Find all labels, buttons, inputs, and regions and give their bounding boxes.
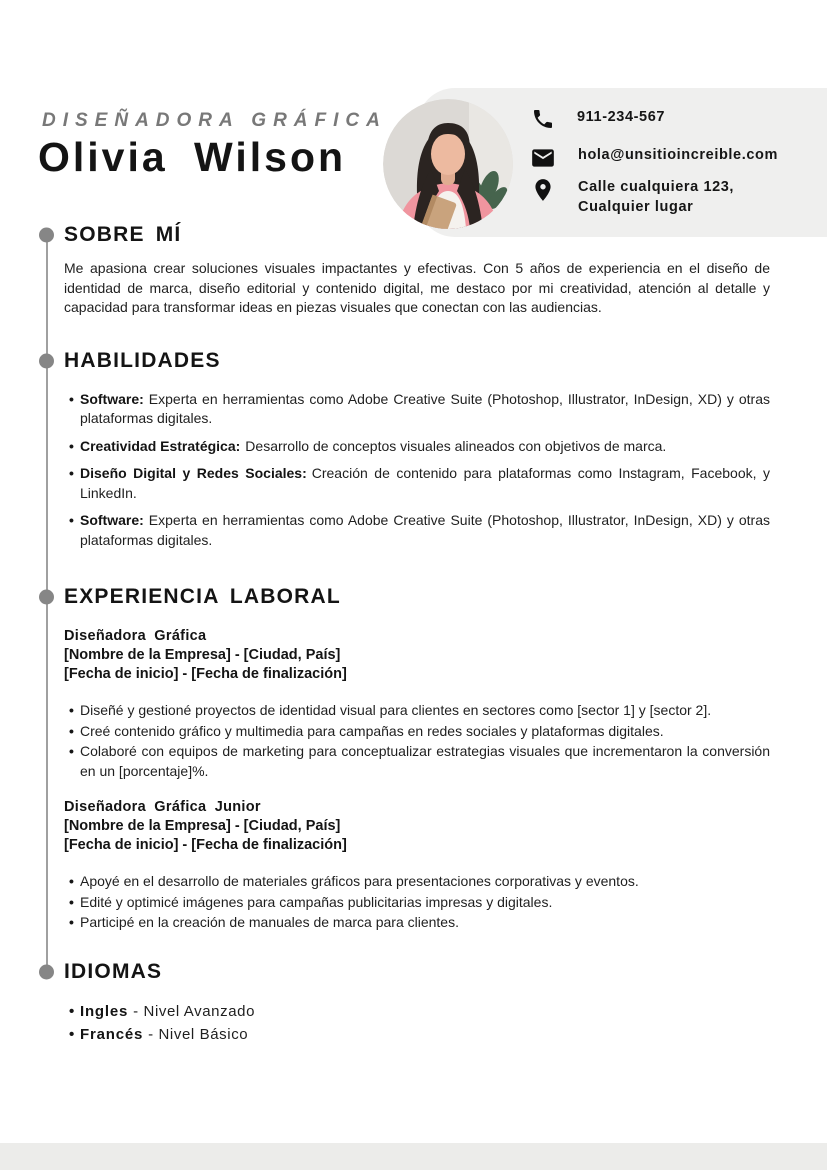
job-role: Diseñadora Gráfica Junior: [64, 799, 261, 815]
email-icon: [530, 145, 556, 171]
contact-email-row: [530, 145, 778, 171]
skill-lead: Software:: [80, 390, 144, 407]
job-role: Diseñadora Gráfica: [64, 628, 207, 644]
street-address: Calle cualquiera 123, Cualquier lugar: [578, 179, 735, 215]
phone-icon: [531, 107, 555, 131]
resume-header: [0, 0, 827, 222]
job-company: [Nombre de la Empresa] - [Ciudad, País]: [64, 818, 341, 834]
skill-text: [80, 437, 770, 457]
bullet-dot: •: [69, 437, 74, 454]
section-title-about: [64, 222, 770, 248]
job-entry: [64, 627, 770, 781]
language-name: Ingles: [80, 1002, 129, 1020]
section-skills: [64, 348, 770, 551]
list-item: [64, 437, 770, 457]
job-bullet-text: Creé contenido gráfico y multimedia para campañas en redes sociales y plataformas digitales.: [80, 722, 664, 739]
list-item: [64, 464, 770, 503]
bullet-dot: •: [69, 1025, 75, 1043]
language-name: Francés: [80, 1025, 144, 1043]
language-level: - Nivel Básico: [148, 1025, 249, 1043]
section-title-text: IDIOMAS: [64, 959, 163, 983]
profile-photo-illustration: [383, 99, 513, 229]
skill-detail: Creación de contenido para plataformas como Instagram, Facebook, y LinkedIn.: [80, 465, 770, 501]
section-title-languages: [64, 959, 770, 985]
job-bullet-text: Participé en la creación de manuales de marca para clientes.: [80, 914, 459, 930]
job-bullet-text: Apoyé en el desarrollo de materiales gráficos para presentaciones corporativas y eventos.: [80, 873, 639, 889]
languages-list: [64, 1001, 770, 1045]
job-bullet-text: Edité y optimicé imágenes para campañas publicitarias impresas y digitales.: [80, 893, 553, 910]
list-item: [64, 872, 770, 892]
profile-photo: [383, 99, 513, 229]
section-title-text: HABILIDADES: [64, 348, 221, 372]
phone-number: 911-234-567: [577, 109, 666, 125]
bullet-dot: •: [69, 893, 74, 910]
section-title-experience: [64, 584, 770, 610]
skill-detail: Experta en herramientas como Adobe Creative Suite (Photoshop, Illustrator, InDesign, XD) y otras plataformas digitales.: [80, 390, 770, 426]
job-bullet-list: [64, 872, 770, 933]
job-company: [Nombre de la Empresa] - [Ciudad, País]: [64, 647, 341, 663]
section-title-text: EXPERIENCIA LABORAL: [64, 585, 341, 608]
skill-lead: Diseño Digital y Redes Sociales:: [80, 465, 307, 481]
bullet-dot: •: [69, 512, 74, 528]
list-item: [64, 742, 770, 781]
timeline-dot: [39, 590, 54, 605]
contact-address-row: [530, 177, 803, 217]
person-name: Olivia Wilson: [38, 134, 347, 180]
job-bullet-text: Diseñé y gestioné proyectos de identidad visual para clientes en sectores como [sector 1] y [sector 2].: [80, 702, 712, 718]
page-bottom-margin: [0, 1143, 827, 1170]
bullet-dot: •: [69, 914, 74, 930]
timeline-dot: [39, 228, 54, 243]
list-item: [64, 1024, 770, 1045]
section-title-text: SOBRE MÍ: [64, 223, 182, 246]
list-item: [64, 913, 770, 933]
about-text: Me apasiona crear soluciones visuales impactantes y efectivas. Con 5 años de experiencia en el diseño de identidad de marca, diseño editorial y contenido digital, me destaco por mi creatividad, atención al detalle y capacidad para transformar ideas en piezas visuales que conectan con las audiencias.: [64, 260, 770, 315]
bullet-dot: •: [69, 465, 74, 481]
section-experience: [64, 584, 770, 933]
timeline-dot: [39, 353, 54, 368]
contact-phone-row: [531, 107, 665, 131]
list-item: [64, 893, 770, 913]
location-pin-icon: [530, 177, 556, 203]
job-header: [64, 627, 770, 684]
role-title: DISEÑADORA GRÁFICA: [42, 110, 387, 131]
language-level: - Nivel Avanzado: [133, 1002, 256, 1020]
bullet-dot: •: [69, 702, 74, 718]
bullet-dot: •: [69, 873, 74, 889]
resume-body: [0, 222, 827, 1045]
job-bullet-list: [64, 701, 770, 781]
skill-text: [80, 511, 770, 550]
section-about: [64, 222, 770, 318]
list-item: [64, 722, 770, 742]
email-address: hola@unsitioincreible.com: [578, 147, 778, 163]
job-bullet-text: Colaboré con equipos de marketing para conceptualizar estrategias visuales que incrementaron la conversión en un [porcentaje]%.: [80, 743, 770, 779]
job-dates: [Fecha de inicio] - [Fecha de finalización]: [64, 666, 347, 682]
skill-lead: Software:: [80, 512, 144, 528]
section-languages: [64, 959, 770, 1045]
bullet-dot: •: [69, 722, 74, 739]
skill-detail: Experta en herramientas como Adobe Creative Suite (Photoshop, Illustrator, InDesign, XD) y otras plataformas digitales.: [80, 512, 770, 548]
timeline-dot: [39, 964, 54, 979]
skill-text: [80, 464, 770, 503]
list-item: [64, 390, 770, 429]
job-dates: [Fecha de inicio] - [Fecha de finalización]: [64, 837, 347, 853]
job-header: [64, 798, 770, 855]
skill-detail: Desarrollo de conceptos visuales alineados con objetivos de marca.: [245, 437, 667, 454]
bullet-dot: •: [69, 743, 74, 759]
section-title-skills: [64, 348, 770, 374]
skills-list: [64, 390, 770, 551]
skill-lead: Creatividad Estratégica:: [80, 437, 241, 454]
list-item: [64, 1001, 770, 1022]
job-entry: [64, 798, 770, 933]
skill-text: [80, 390, 770, 429]
bullet-dot: •: [69, 1002, 75, 1020]
list-item: [64, 701, 770, 721]
list-item: [64, 511, 770, 550]
bullet-dot: •: [69, 390, 74, 407]
